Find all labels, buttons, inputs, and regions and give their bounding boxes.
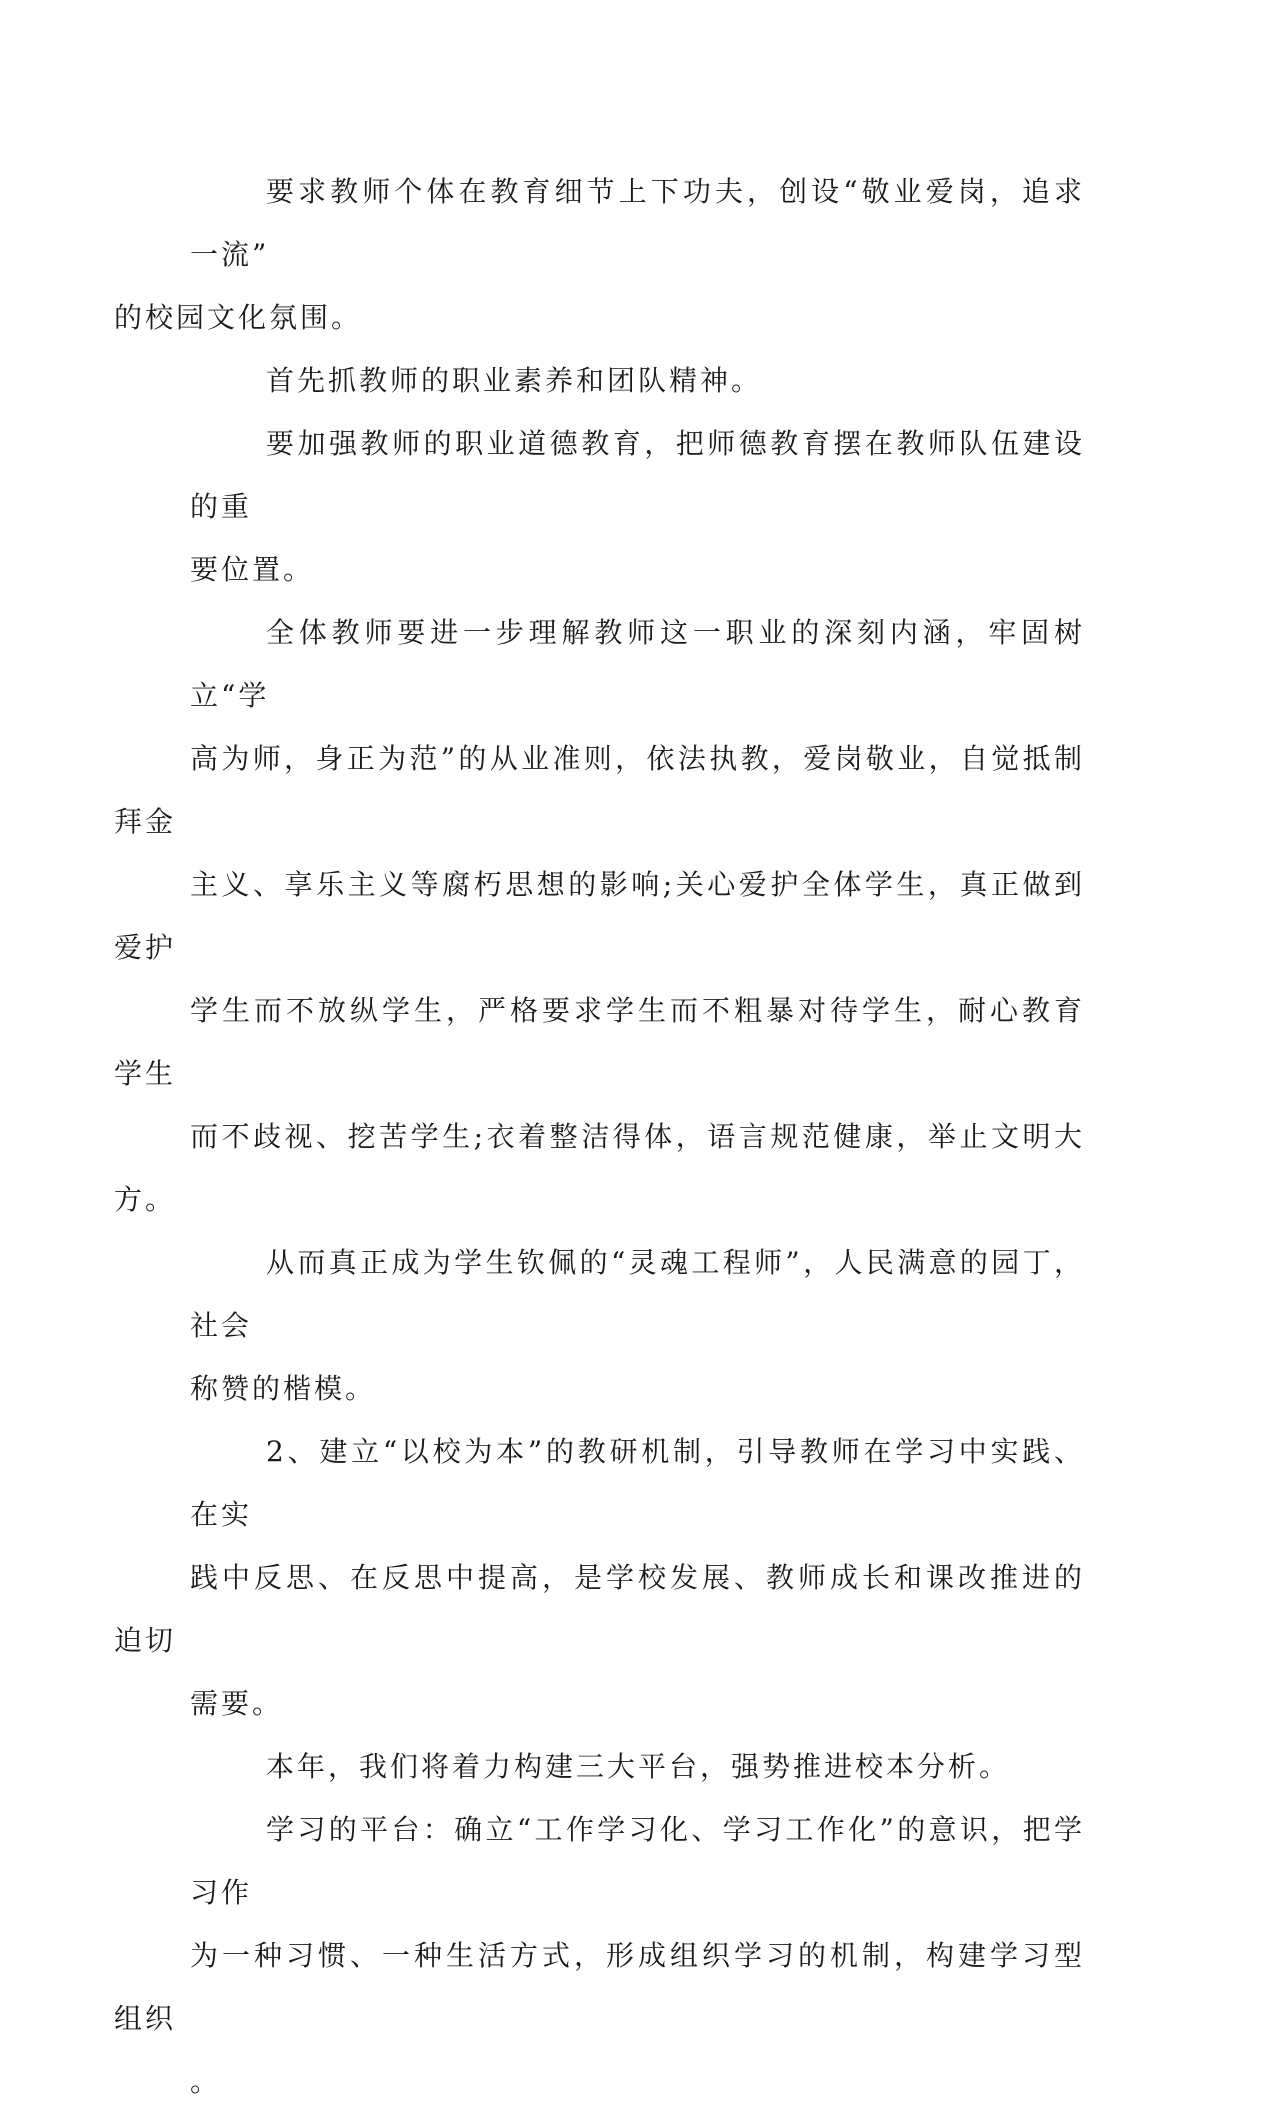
document-body xyxy=(114,160,1085,2113)
paragraph-4 xyxy=(114,601,1085,1231)
text-line: 为一种习惯、一种生活方式，形成组织学习的机制，构建学习型组织 xyxy=(114,1939,1085,2035)
paragraph-2 xyxy=(190,349,1085,412)
text-line: 高为师，身正为范”的从业准则，依法执教，爱岗敬业，自觉抵制拜金 xyxy=(114,742,1085,838)
paragraph-1 xyxy=(114,160,1085,349)
text-line: 全体教师要进一步理解教师这一职业的深刻内涵，牢固树立“学 xyxy=(190,616,1085,712)
text-line: 主义、享乐主义等腐朽思想的影响;关心爱护全体学生，真正做到爱护 xyxy=(114,868,1085,964)
text-line: 的校园文化氛围。 xyxy=(114,301,363,334)
text-line: 需要。 xyxy=(190,1687,284,1720)
text-line: 学生而不放纵学生，严格要求学生而不粗暴对待学生，耐心教育学生 xyxy=(114,994,1085,1090)
paragraph-6 xyxy=(114,1420,1085,1735)
text-line: 本年，我们将着力构建三大平台，强势推进校本分析。 xyxy=(266,1750,1011,1783)
text-line: 而不歧视、挖苦学生;衣着整洁得体，语言规范健康，举止文明大方。 xyxy=(114,1120,1085,1216)
text-line: 学习的平台：确立“工作学习化、学习工作化”的意识，把学习作 xyxy=(190,1813,1085,1909)
paragraph-7 xyxy=(190,1735,1085,1798)
text-line: 要加强教师的职业道德教育，把师德教育摆在教师队伍建设的重 xyxy=(190,427,1085,523)
paragraph-5 xyxy=(190,1231,1085,1420)
text-line: 首先抓教师的职业素养和团队精神。 xyxy=(266,364,763,397)
paragraph-8 xyxy=(114,1798,1085,2113)
text-line: 。 xyxy=(190,2065,222,2098)
text-line: 要求教师个体在教育细节上下功夫，创设“敬业爱岗，追求一流” xyxy=(190,175,1085,271)
text-line: 践中反思、在反思中提高，是学校发展、教师成长和课改推进的迫切 xyxy=(114,1561,1085,1657)
text-line: 称赞的楷模。 xyxy=(190,1372,377,1405)
text-line: 从而真正成为学生钦佩的“灵魂工程师”，人民满意的园丁，社会 xyxy=(190,1246,1085,1342)
paragraph-3 xyxy=(190,412,1085,601)
text-line: 要位置。 xyxy=(190,553,315,586)
text-line: 2、建立“以校为本”的教研机制，引导教师在学习中实践、在实 xyxy=(190,1435,1085,1531)
